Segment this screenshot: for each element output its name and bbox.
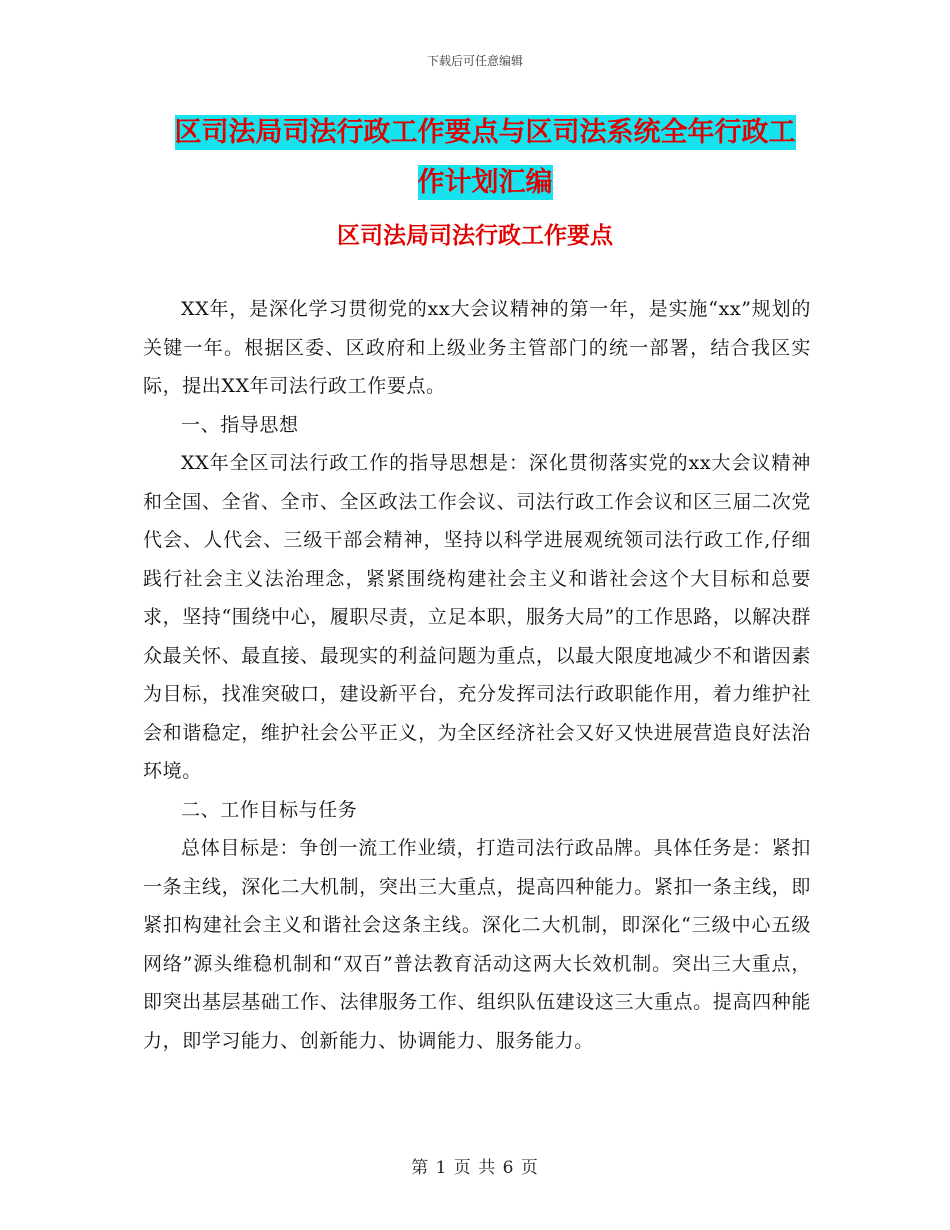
section-title: 区司法局司法行政工作要点 [337,223,613,249]
heading-guiding-ideology: 一、指导思想 [181,413,299,436]
paragraph-intro: XX年，是深化学习贯彻党的xx大会议精神的第一年，是实施“xx”规划的关键一年。根据区委、区政府和上级业务主管部门的统一部署，结合我区实际，提出XX年司法行政工作要点。 [143,298,811,397]
document-title-line-1: 区司法局司法行政工作要点与区司法系统全年行政工 [174,117,796,148]
heading-goals-tasks: 二、工作目标与任务 [181,798,358,821]
document-body [143,290,811,1060]
paragraph-goals-tasks: 总体目标是：争创一流工作业绩，打造司法行政品牌。具体任务是：紧扣一条主线，深化二大机制，突出三大重点，提高四种能力。紧扣一条主线，即紧扣构建社会主义和谐社会这条主线。深化二大机制，即深化“三级中心五级网络”源头维稳机制和“双百”普法教育活动这两大长效机制。突出三大重点，即突出基层基础工作、法律服务工作、组织队伍建设这三大重点。提高四种能力，即学习能力、创新能力、协调能力、服务能力。 [143,837,811,1052]
page-header-note: 下载后可任意编辑 [426,54,523,68]
document-title-line-2: 作计划汇编 [417,167,553,198]
document-title [140,108,830,208]
page-number: 第 1 页 共 6 页 [411,1158,539,1178]
paragraph-guiding-ideology: XX年全区司法行政工作的指导思想是：深化贯彻落实党的xx大会议精神和全国、全省、全市、全区政法工作会议、司法行政工作会议和区三届二次党代会、人代会、三级干部会精神，坚持以科学进展观统领司法行政工作,仔细践行社会主义法治理念，紧紧围绕构建社会主义和谐社会这个大目标和总要求，坚持“围绕中心，履职尽责，立足本职，服务大局”的工作思路，以解决群众最关怀、最直接、最现实的利益问题为重点，以最大限度地减少不和谐因素为目标，找准突破口，建设新平台，充分发挥司法行政职能作用，着力维护社会和谐稳定，维护社会公平正义，为全区经济社会又好又快进展营造良好法治环境。 [143,452,811,782]
